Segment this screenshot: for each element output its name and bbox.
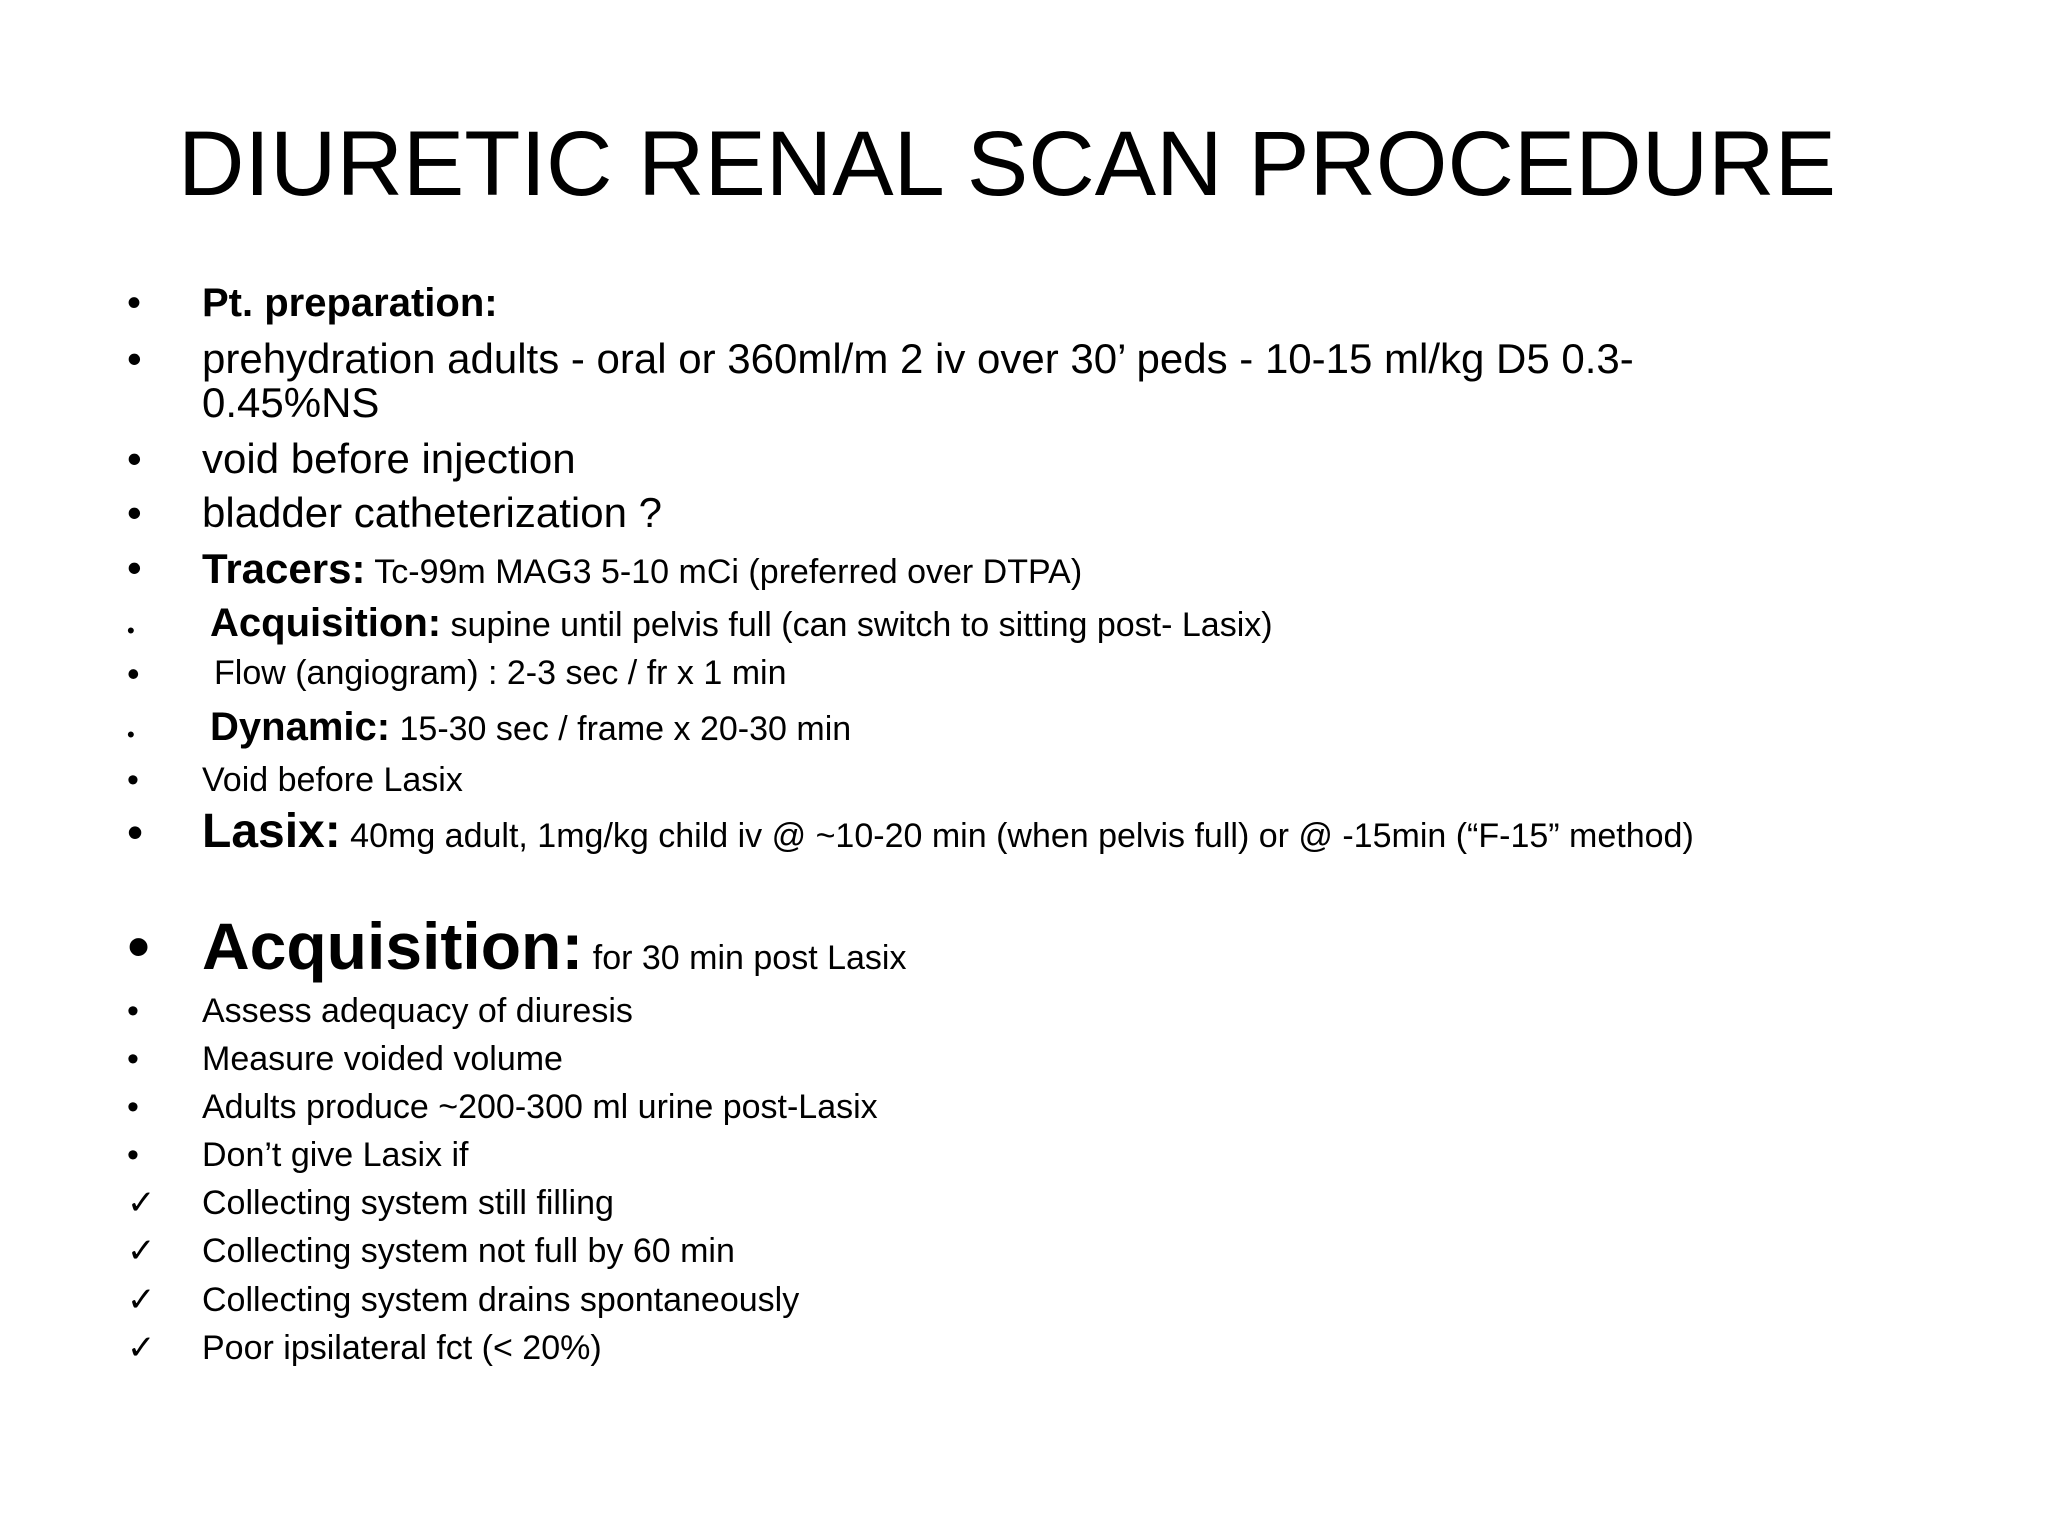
bullet-marker: • [127,992,139,1030]
bullet-marker: • [127,909,151,983]
check-icon: ✓ [127,1329,156,1367]
bullet-marker: • [127,806,144,858]
bullet-text: 40mg adult, 1mg/kg child iv @ ~10-20 min (when pelvis full) or @ -15min (“F-15” method) [340,817,1694,855]
bullet-lead: Tracers: [202,545,366,592]
bullet-lead: Lasix: [202,805,341,858]
bullet-lead: Acquisition: [202,909,584,983]
bullet-text: bladder catheterization ? [202,489,662,536]
bullet-text: Collecting system still filling [202,1184,614,1222]
bullet-marker: • [127,1136,139,1174]
bullet-marker: • [127,1088,139,1126]
bullet-marker: • [127,435,142,482]
bullet-text: 15-30 sec / frame x 20-30 min [390,710,852,748]
bullet-text: Poor ipsilateral fct (< 20%) [202,1329,602,1367]
bullet-lead: Acquisition: [210,601,442,645]
bullet-text: Don’t give Lasix if [202,1136,469,1174]
bullet-marker: • [127,544,142,591]
bullet-text: Adults produce ~200-300 ml urine post-Lasix [202,1088,878,1126]
bullet-text: Measure voided volume [202,1040,563,1078]
bullet-marker: • [127,489,142,536]
bullet-marker: • [127,281,142,325]
bullet-text: Collecting system drains spontaneously [202,1281,800,1319]
bullet-text: Assess adequacy of diuresis [202,992,633,1030]
bullet-lead: Dynamic: [210,705,391,749]
check-icon: ✓ [127,1184,156,1222]
bullet-text: supine until pelvis full (can switch to sitting post- Lasix) [441,606,1273,644]
bullet-lead: Pt. preparation: [202,281,498,325]
check-icon: ✓ [127,1232,156,1270]
bullet-text: Tc-99m MAG3 5-10 mCi (preferred over DTPA) [365,553,1083,591]
slide-title: DIURETIC RENAL SCAN PROCEDURE [178,113,1836,215]
bullet-text: Void before Lasix [202,761,463,799]
bullet-marker: • [127,335,142,382]
bullet-text: Flow (angiogram) : 2-3 sec / fr x 1 min [214,654,787,692]
bullet-marker: • [127,653,140,694]
bullet-text: Collecting system not full by 60 min [202,1232,735,1270]
bullet-text: void before injection [202,435,576,482]
bullet-marker: • [127,618,135,643]
bullet-text: prehydration adults - oral or 360ml/m 2 iv over 30’ peds - 10-15 ml/kg D5 0.3-0.45%NS [202,335,1634,426]
bullet-marker: • [127,722,135,747]
check-icon: ✓ [127,1281,156,1319]
bullet-marker: • [127,1040,139,1078]
bullet-marker: • [127,761,139,799]
bullet-text: for 30 min post Lasix [583,939,907,977]
